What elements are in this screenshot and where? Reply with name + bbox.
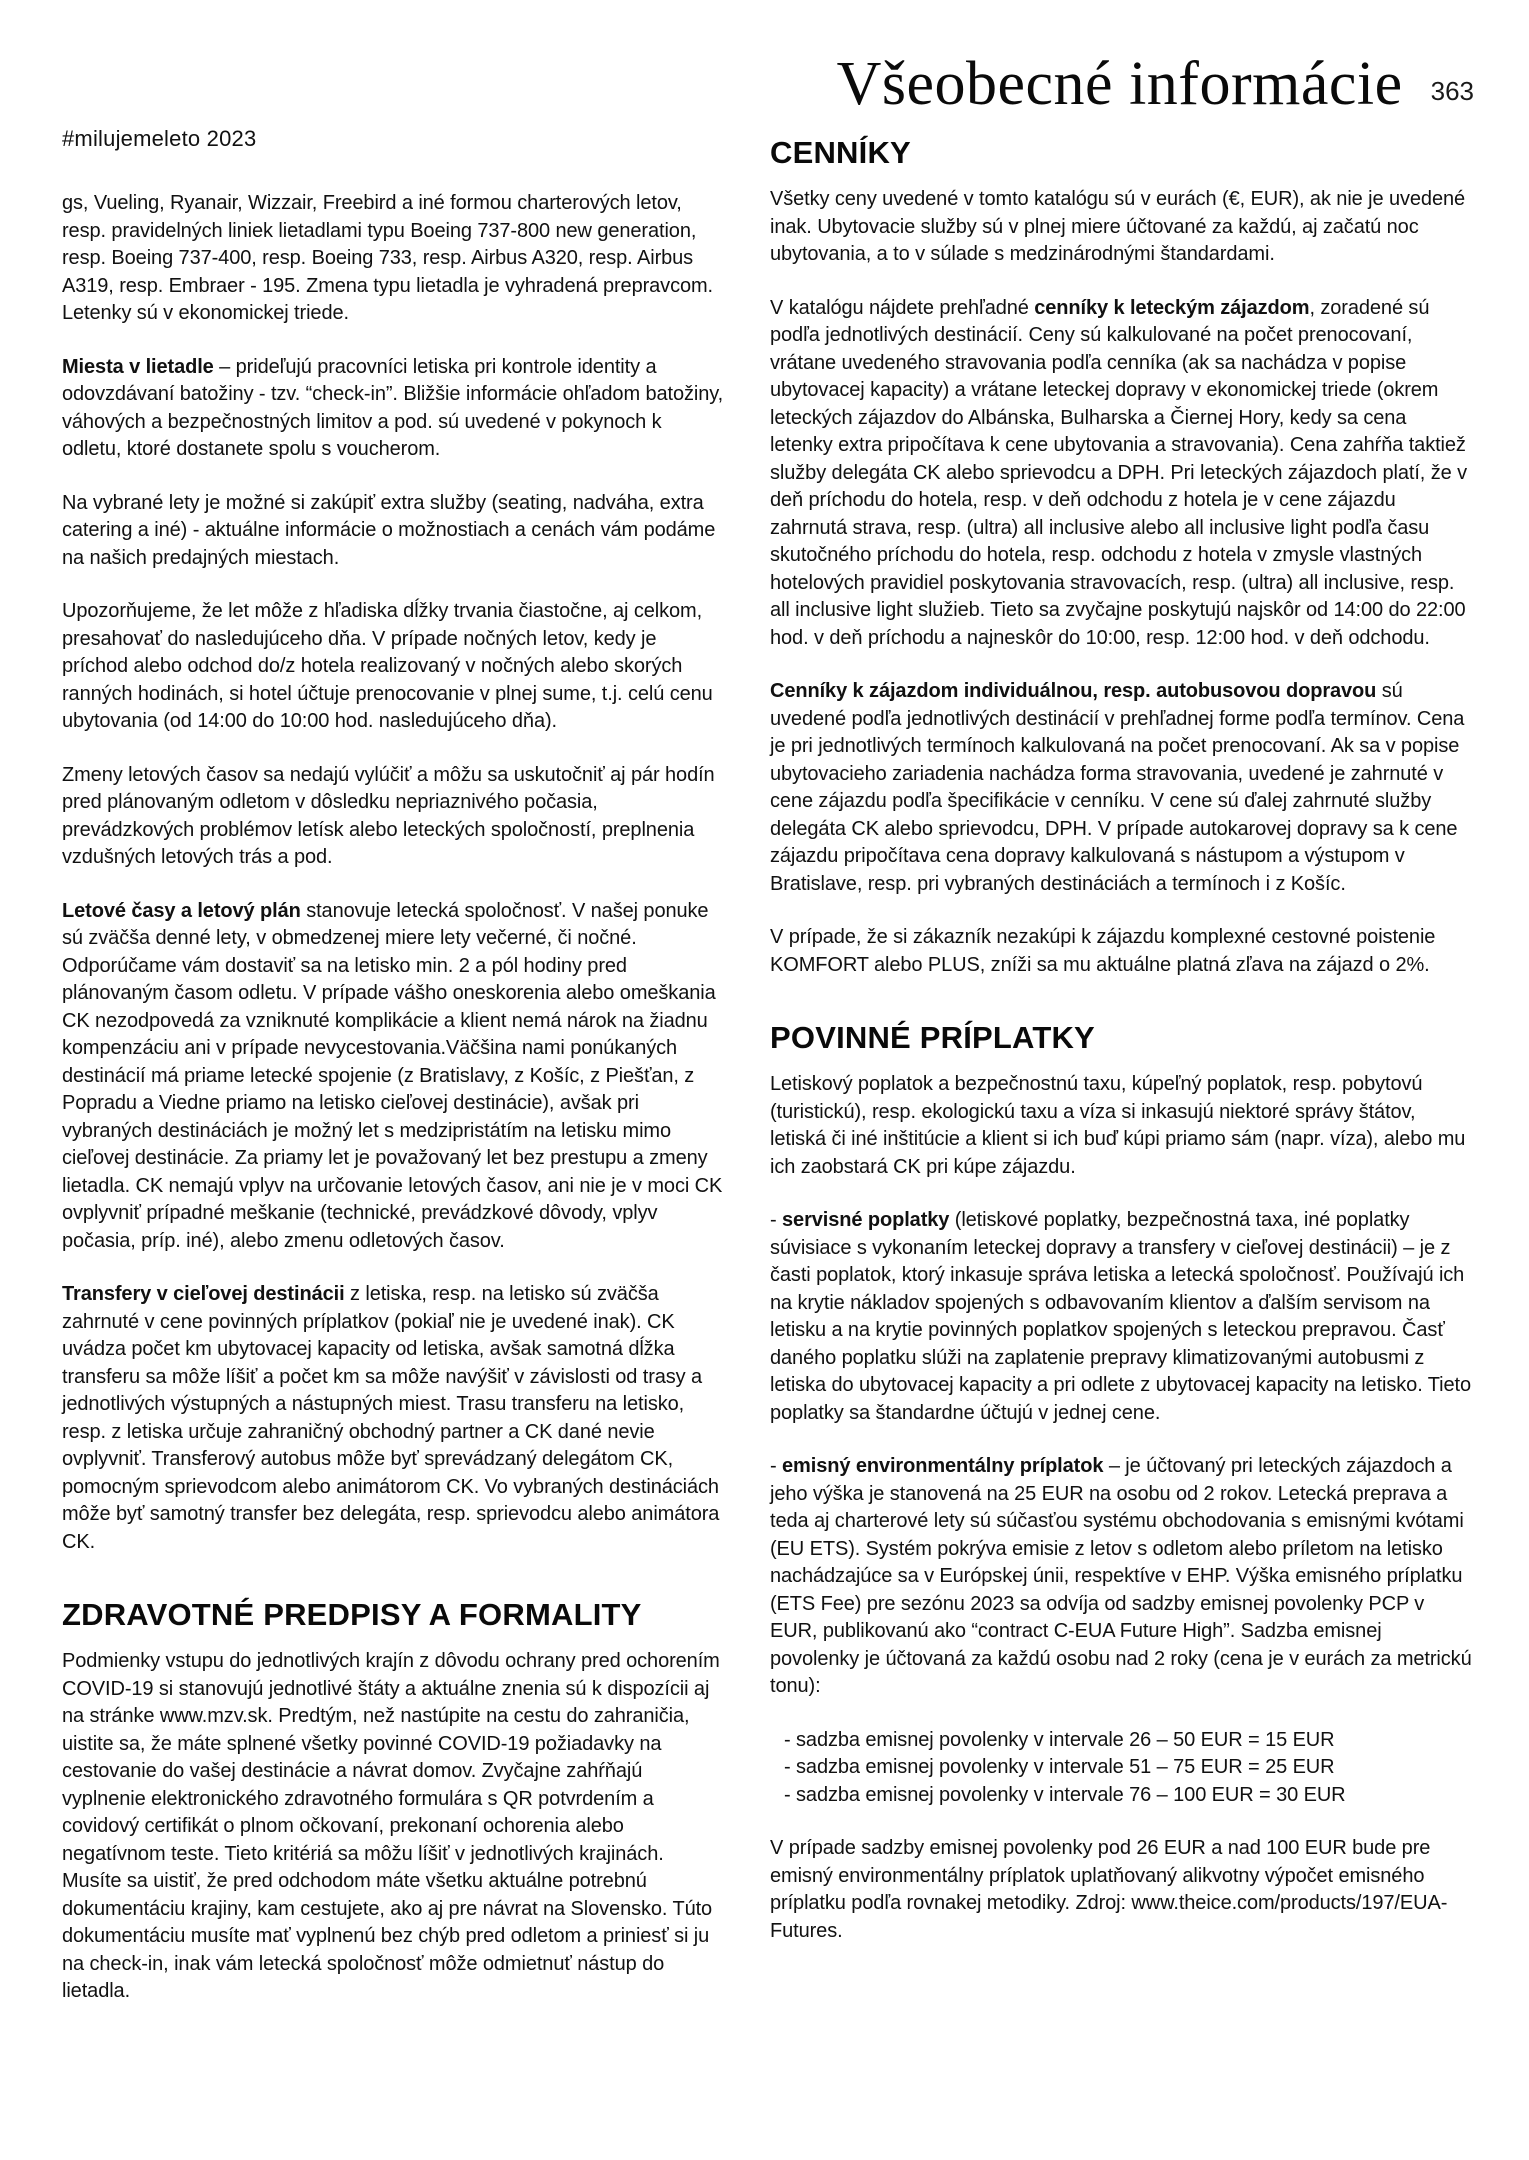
paragraph-text: Na vybrané lety je možné si zakúpiť extra služby (seating, nadváha, extra catering a iné) - aktuálne informácie o možnostiach a cenách vám podáme na našich predajných miestach.: [62, 491, 716, 569]
section-heading-prices: CENNÍKY: [770, 135, 911, 171]
paragraph-health: [62, 1648, 726, 2006]
paragraph-service-fees: [770, 1207, 1474, 1427]
emission-rate-item: - sadzba emisnej povolenky v intervale 51 – 75 EUR = 25 EUR: [784, 1756, 1335, 1779]
paragraph-lead: Cenníky k zájazdom individuálnou, resp. autobusovou dopravou: [770, 680, 1377, 703]
paragraph-extra-services: [62, 490, 726, 573]
paragraph-bus-prices: [770, 678, 1474, 898]
paragraph-text: V prípade, že si zákazník nezakúpi k zájazdu komplexné cestovné poistenie KOMFORT alebo PLUS, zníži sa mu aktuálne platná zľava na zájazd o 2%.: [770, 926, 1436, 976]
paragraph-text: – prideľujú pracovníci letiska pri kontrole identity a odovzdávaní batožiny - tzv. “check-in”. Bližšie informácie ohľadom batožiny, váhových a bezpečnostných limitov a pod. sú uvedené v pokynoch k odletu, ktoré dostanete spolu s voucherom.: [62, 355, 724, 460]
paragraph-lead: emisný environmentálny príplatok: [782, 1455, 1104, 1478]
page-number: 363: [1430, 76, 1474, 106]
paragraph-text: Všetky ceny uvedené v tomto katalógu sú v eurách (€, EUR), ak nie je uvedené inak. Ubytovacie služby sú v plnej miere účtované za každú, aj začatú noc ubytovania, a to v súlade s medzinárodnými štandardami.: [770, 188, 1466, 266]
paragraph-text: Podmienky vstupu do jednotlivých krajín z dôvodu ochrany pred ochorením COVID-19 si stanovujú jednotlivé štáty a aktuálne znenia sú k dispozícii aj na stránke www.mzv.sk. Predtým, než nastúpite na cestu do zahraničia, uistite sa, že máte splnené všetky povinné COVID-19 požiadavky na cestovanie do vašej destinácie a návrat domov. Zvyčajne zahŕňajú vyplnenie elektronického zdravotného formulára s QR potvrdením a covidový certifikát o plnom očkovaní, prekonaní ochorenia alebo negatívnom teste. Tieto kritériá sa môžu líšiť v jednotlivých krajinách. Musíte sa uistiť, že pred odchodom máte všetku aktuálne potrebnú dokumentáciu krajiny, kam cestujete, ako aj pre návrat na Slovensko. Túto dokumentáciu musíte mať vyplnenú bez chýb pred odletom a priniesť si ju na check-in, inak vám letecká spoločnosť môže odmietnuť nástup do lietadla.: [62, 1650, 720, 2003]
paragraph-insurance: [770, 924, 1474, 979]
right-column: [770, 50, 1474, 1971]
emission-rate-item: - sadzba emisnej povolenky v intervale 26 – 50 EUR = 15 EUR: [784, 1728, 1335, 1751]
paragraph-air-prices: [770, 295, 1474, 653]
paragraph-lead: Letové časy a letový plán: [62, 899, 301, 922]
paragraph-text: Zmeny letových časov sa nedajú vylúčiť a môžu sa uskutočniť aj pár hodín pred plánovaným odletom v dôsledku nepriaznivého počasia, prevádzkových problémov letísk alebo leteckých spoločností, preplnenia vzdušných letových trás a pod.: [62, 763, 715, 868]
paragraph-text: V prípade sadzby emisnej povolenky pod 26 EUR a nad 100 EUR bude pre emisný environmentálny príplatok uplatňovaný alikvotny výpočet emisného príplatku podľa rovnakej metodiky. Zdroj: www.theice.com/products/197/EUA-Futures.: [770, 1837, 1448, 1942]
paragraph-text: z letiska, resp. na letisko sú zväčša zahrnuté v cene povinných príplatkov (pokiaľ nie je uvedené inak). CK uvádza počet km ubytovacej kapacity od letiska, avšak samotná dĺžka transferu sa môže líšiť a počet km sa môže navýšiť v závislosti od trasy a jednotlivých výstupných a nástupných miest. Trasu transferu na letisko, resp. z letiska určuje zahraničný obchodný partner a CK dané nevie ovplyvniť. Transferový autobus môže byť sprevádzaný delegátom CK, pomocným sprievodcom alebo animátorom CK. Vo vybraných destináciách môže byť samotný transfer bez delegáta, resp. sprievodcu alebo animátora CK.: [62, 1283, 720, 1553]
paragraph-lead: Miesta v lietadle: [62, 355, 214, 378]
paragraph-surcharges-intro: [770, 1071, 1474, 1181]
paragraph-text: Letiskový poplatok a bezpečnostnú taxu, kúpeľný poplatok, resp. pobytovú (turistickú), resp. ekologickú taxu a víza si inkasujú niektoré správy štátov, letiská či iné inštitúcie a klient si ich buď kúpi priamo sám (napr. víza), alebo mu ich zaobstará CK pri kúpe zájazdu.: [770, 1073, 1466, 1178]
section-heading-surcharges: POVINNÉ PRÍPLATKY: [770, 1020, 1095, 1056]
paragraph-text: Upozorňujeme, že let môže z hľadiska dĺžky trvania čiastočne, aj celkom, presahovať do nasledujúceho dňa. V prípade nočných letov, kedy je príchod alebo odchod do/z hotela realizovaný v nočných alebo skorých ranných hodinách, si hotel účtuje prenocovanie v plnej sume, t.j. celú cenu ubytovania (od 14:00 do 10:00 hod. nasledujúceho dňa).: [62, 600, 713, 732]
paragraph-text: sú uvedené podľa jednotlivých destinácií v prehľadnej forme podľa termínov. Cena je pri jednotlivých termínoch kalkulovaná na počet prenocovaní. Ak sa v popise ubytovacieho zariadenia nachádza forma stravovania, uvedené je zahrnuté v cene zájazdu podľa špecifikácie v cenníku. V cene sú ďalej zahrnuté služby delegáta CK alebo sprievodcu, DPH. V prípade autokarovej dopravy sa k cene zájazdu pripočítava cena dopravy kalkulovaná s nástupom a výstupom v Bratislave, resp. pri vybraných destináciách a termínoch i z Košíc.: [770, 680, 1465, 895]
emission-rate-list: [770, 1727, 1474, 1810]
paragraph-time-changes: [62, 762, 726, 872]
paragraph-seats: [62, 354, 726, 464]
paragraph-airlines: [62, 190, 726, 328]
paragraph-flight-times: [62, 898, 726, 1256]
paragraph-text: – je účtovaný pri leteckých zájazdoch a jeho výška je stanovená na 25 EUR na osobu od 2 rokov. Letecká preprava a teda aj charterové lety sú súčasťou systému obchodovania s emisnými kvótami (EU ETS). Systém pokrýva emisie z letov s odletom alebo príletom na letisko nachádzajúce sa v Európskej únii, respektíve v EHP. Výška emisného príplatku (ETS Fee) pre sezónu 2023 sa odvíja od sadzby emisnej povolenky PCP v EUR, publikovanú ako “contract C-EUA Future High”. Sadzba emisnej povolenky je účtovaná za každú osobu nad 2 roky (cena je v eurách za metrickú tonu):: [770, 1455, 1472, 1698]
paragraph-pre: -: [770, 1209, 783, 1232]
paragraph-transfers: [62, 1281, 726, 1556]
paragraph-text: , zoradené sú podľa jednotlivých destinácií. Ceny sú kalkulované na počet prenocovaní, vrátane uvedeného stravovania podľa cenníka (ak sa nachádza v popise ubytovacej kapacity) a vrátane leteckej dopravy v ekonomickej triede (okrem leteckých zájazdov do Albánska, Bulharska a Čiernej Hory, kedy sa cena letenky extra pripočítava k cene ubytovania a stravovania). Cena zahŕňa taktiež služby delegáta CK alebo sprievodcu a DPH. Pri leteckých zájazdoch platí, že v deň príchodu do hotela, resp. v deň odchodu z hotela je v cene zájazdu zahrnutá strava, resp. (ultra) all inclusive alebo all inclusive light podľa času skutočného príchodu do hotela, resp. odchodu z hotela v zmysle vlastných hotelových pravidiel poskytovania stravovacích, resp. (ultra) all inclusive, resp. all inclusive light služieb. Tieto sa zvyčajne poskytujú najskôr od 14:00 do 22:00 hod. v deň príchodu a najneskôr do 10:00, resp. 12:00 hod. v deň odchodu.: [770, 296, 1468, 649]
page-header: [770, 50, 1474, 118]
paragraph-lead: Transfery v cieľovej destinácii: [62, 1283, 345, 1305]
paragraph-emission-outro: [770, 1835, 1474, 1945]
paragraph-emission: [770, 1453, 1474, 1701]
paragraph-text: (letiskové poplatky, bezpečnostná taxa, iné poplatky súvisiace s vykonaním leteckej dopravy a transfery v cieľovej destinácii) – je z časti poplatok, ktorý inkasuje správa letiska a letecká spoločnosť. Používajú ich na krytie nákladov spojených s odbavovaním klientov a ďalším servisom na letisku a na krytie povinných poplatkov spojených s leteckou prepravou. Časť daného poplatku slúži na zaplatenie prepravy klimatizovanými autobusmi z letiska do ubytovacej kapacity a pri odlete z ubytovacej kapacity na letisko. Tieto poplatky sa štandardne účtujú v jednej cene.: [770, 1209, 1471, 1424]
emission-rate-item: - sadzba emisnej povolenky v intervale 76 – 100 EUR = 30 EUR: [784, 1783, 1346, 1806]
paragraph-pre: V katalógu nájdete prehľadné: [770, 296, 1035, 319]
paragraph-pre: -: [770, 1455, 783, 1478]
left-column: [62, 126, 726, 2032]
paragraph-lead: cenníky k leteckým zájazdom: [1034, 296, 1310, 319]
paragraph-lead: servisné poplatky: [782, 1209, 950, 1232]
paragraph-overnight: [62, 598, 726, 736]
paragraph-text: gs, Vueling, Ryanair, Wizzair, Freebird a iné formou charterových letov, resp. pravidelných liniek lietadlami typu Boeing 737-800 new generation, resp. Boeing 737-400, resp. Boeing 733, resp. Airbus A320, resp. Airbus A319, resp. Embraer - 195. Zmena typu lietadla je vyhradená prepravcom. Letenky sú v ekonomickej triede.: [62, 192, 714, 324]
paragraph-prices-intro: [770, 186, 1474, 269]
page-title: Všeobecné informácie: [836, 50, 1403, 118]
page-hashtag: #milujemeleto 2023: [62, 126, 257, 151]
paragraph-text: stanovuje letecká spoločnosť. V našej ponuke sú zväčša denné lety, v obmedzenej miere lety večerné, či nočné. Odporúčame vám dostaviť sa na letisko min. 2 a pól hodiny pred plánovaným časom odletu. V prípade vášho oneskorenia alebo omeškania CK nezodpovedá za vzniknuté komplikácie a klient nemá nárok na žiadnu kompenzáciu ani v prípade nevycestovania.Väčšina nami ponúkaných destinácií má priame letecké spojenie (z Bratislavy, z Košíc, z Piešťan, z Popradu a Viedne priamo na letisko cieľovej destinácie), avšak pri vybraných destináciách je možný let s medzipristátím na letisku mimo cieľovej destinácie. Za priamy let je považovaný let bez prestupu a zmeny lietadla. CK nemajú vplyv na určovanie letových časov, ani nie je v moci CK ovplyvniť prípadné meškanie (technické, prevádzkové dôvody, vplyv počasia, príp. iné), alebo zmenu odletových časov.: [62, 899, 723, 1252]
section-heading-health: ZDRAVOTNÉ PREDPISY A FORMALITY: [62, 1597, 642, 1632]
